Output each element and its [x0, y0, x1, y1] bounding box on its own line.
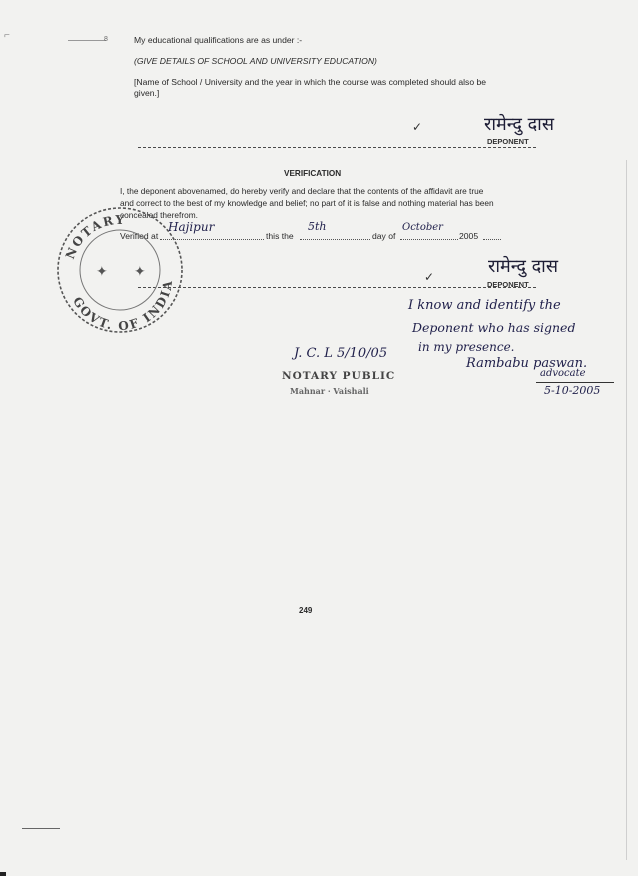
- check-mark: ✓: [412, 120, 423, 134]
- identification-line1: I know and identify the: [408, 298, 561, 313]
- notary-stamp-line2: Mahnar · Vaishali: [290, 386, 369, 396]
- deponent-label-2: DEPONENT: [487, 280, 529, 289]
- advocate-underline: [536, 382, 614, 383]
- deponent-label-1: DEPONENT: [487, 137, 529, 146]
- scan-artifact-line: [22, 828, 60, 829]
- seal-bottom-text: GOVT. OF INDIA: [70, 278, 176, 334]
- school-note-line1: [Name of School / University and the year in which the course was completed should also be: [134, 77, 487, 87]
- place-handwritten: Hajipur: [168, 220, 215, 234]
- advocate-name: Rambabu paswan.: [466, 356, 588, 371]
- check-mark-2: ✓: [424, 270, 435, 284]
- paragraph-number: 8: [104, 36, 108, 43]
- seal-star-left: ✦: [96, 264, 108, 280]
- corner-mark: ⌐: [4, 30, 10, 41]
- verification-line1: I, the deponent abovenamed, do hereby verify and declare that the contents of the affidavit are true: [120, 186, 484, 196]
- notary-initials: J. C. L 5/10/05: [294, 346, 388, 361]
- notary-seal: [50, 200, 190, 340]
- verification-line3: concealed therefrom.: [120, 210, 198, 220]
- this-the-label: this the: [266, 231, 294, 241]
- notary-stamp-line1: NOTARY PUBLIC: [282, 370, 396, 382]
- page-number: 249: [299, 606, 313, 615]
- advocate-title: advocate: [540, 368, 586, 379]
- year-text: 2005: [459, 231, 479, 241]
- verification-heading: VERIFICATION: [284, 169, 342, 178]
- scan-edge-line: [626, 160, 627, 860]
- deponent-signature-2: रामेन्दु दास: [488, 256, 559, 277]
- day-of-label: day of: [372, 231, 396, 241]
- qualifications-instruction: (GIVE DETAILS OF SCHOOL AND UNIVERSITY EDUCATION): [134, 56, 377, 66]
- divider-line-1: [138, 147, 536, 148]
- year-blank: [483, 230, 501, 240]
- verified-at-label: Verified at: [120, 231, 159, 241]
- seal-top-text: NOTARY: [62, 212, 127, 262]
- identification-line3: in my presence.: [418, 340, 515, 354]
- divider-line-2: [138, 287, 536, 288]
- day-handwritten: 5th: [308, 220, 327, 233]
- seal-star-right: ✦: [134, 264, 146, 280]
- deponent-signature-1: रामेन्दु दास: [484, 114, 555, 135]
- month-handwritten: October: [402, 222, 443, 233]
- seal-inner-ring: [80, 230, 160, 310]
- verification-line2: and correct to the best of my knowledge and belief; no part of it is false and nothing material has been: [120, 198, 494, 208]
- identification-line2: Deponent who has signed: [412, 320, 576, 335]
- qualifications-intro: My educational qualifications are as under :-: [134, 35, 303, 45]
- school-note-line2: given.]: [134, 88, 160, 98]
- advocate-date: 5-10-2005: [544, 384, 601, 397]
- margin-line: [68, 40, 106, 41]
- scan-artifact-corner: [0, 872, 6, 876]
